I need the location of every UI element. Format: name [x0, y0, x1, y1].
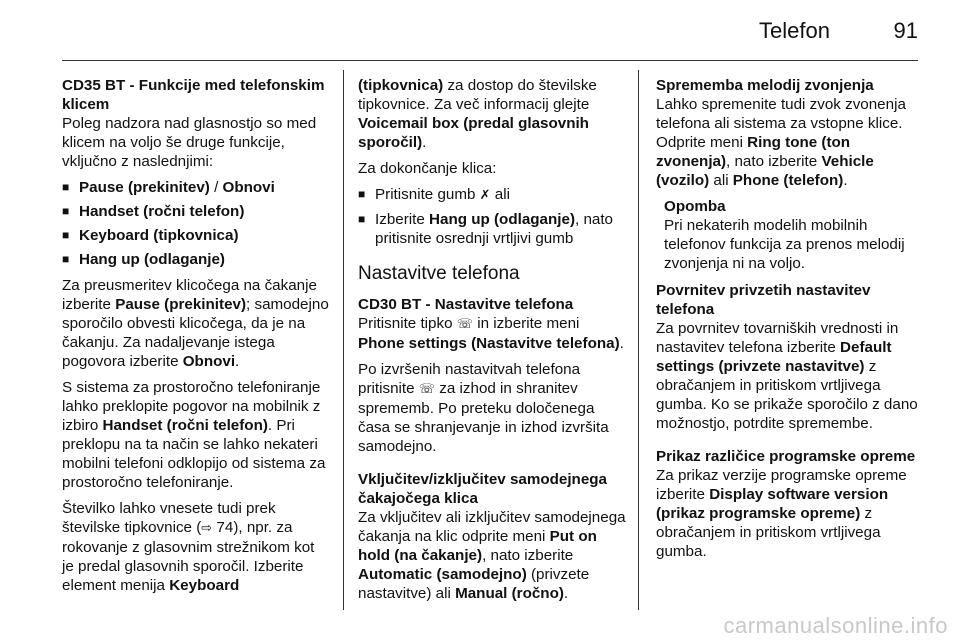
menu-term: Pause (prekinitev)	[115, 296, 247, 313]
menu-term: Phone (telefon)	[732, 172, 844, 189]
note-title: Opomba	[664, 198, 726, 215]
text: ; samodejno sporočilo obvesti klicočega, da je na čakanju. Za nadaljevanje istega pogovora izberite	[62, 296, 329, 370]
list-item	[62, 202, 330, 221]
list-item-text: Hang up (odlaganje)	[79, 251, 225, 268]
text: Izberite	[375, 211, 430, 228]
menu-term: Ring tone (ton zvonenja)	[656, 134, 851, 170]
paragraph	[358, 360, 626, 456]
paragraph	[358, 76, 626, 152]
text: S sistema za prostoročno telefoniranje lahko preklopite pogovor na mobilnik z izbiro	[62, 379, 321, 434]
subsection-heading: Sprememba melodij zvonjenja	[656, 77, 874, 94]
text: Za vključitev ali izključitev samodejnega čakanja na klic odprite meni	[358, 509, 626, 545]
menu-term: Keyboard	[169, 577, 240, 594]
text: (privzete nastavitve) ali	[358, 566, 590, 602]
text: Za preusmeritev klicočega na čakanje izberite	[62, 277, 317, 313]
paragraph	[656, 319, 924, 433]
text: Po izvršenih nastavitvah telefona pritisnite	[358, 361, 581, 397]
list-item-text: Pause (prekinitev)	[79, 179, 210, 196]
list-item	[62, 226, 330, 245]
paragraph	[62, 276, 330, 371]
note-box	[656, 197, 924, 273]
hang-up-icon: ✗	[479, 188, 491, 203]
menu-term: (tipkovnica)	[358, 77, 444, 94]
end-call-list	[358, 185, 626, 248]
menu-term: Voicemail box (predal glasovnih sporočil)	[358, 115, 589, 151]
text: in izberite meni	[473, 315, 580, 332]
menu-term: Obnovi	[182, 353, 236, 370]
menu-term: Hang up (odlaganje)	[429, 211, 575, 228]
menu-term: Vehicle (vozilo)	[656, 153, 874, 189]
paragraph	[656, 95, 924, 190]
text: . Pri preklopu na ta način se lahko nekateri mobilni telefoni odklopijo od sistema za prostoročno telefoniranje.	[62, 417, 326, 491]
list-item-separator: /	[209, 179, 223, 196]
list-item	[62, 178, 330, 197]
list-item	[358, 185, 626, 205]
paragraph: Za dokončanje klica:	[358, 160, 497, 177]
text: .	[563, 585, 569, 602]
text: za dostop do številske tipkovnice. Za več informacij glejte	[358, 77, 597, 113]
list-item	[62, 250, 330, 269]
text: , nato pritisnite osrednji vrtljivi gumb	[375, 211, 613, 247]
menu-term: Put on hold (na čakanje)	[358, 528, 597, 564]
paragraph: Poleg nadzora nad glasnostjo so med klicem na voljo še druge funkcije, vključno z naslednjimi:	[62, 115, 317, 170]
note-text: Pri nekaterih modelih mobilnih telefonov funkcija za prenos melodij zvonjenja ni na voljo.	[664, 217, 905, 272]
column-1	[62, 76, 330, 602]
column-divider-2	[638, 70, 639, 610]
column-divider-1	[343, 70, 344, 610]
text: Pritisnite gumb	[375, 186, 480, 203]
text: ), npr. za rokovanje z glasovnim strežnikom kot je predal glasovnih sporočil. Izberite element menija	[62, 519, 315, 594]
page-title: Telefon	[759, 18, 830, 43]
page-number: 91	[893, 18, 918, 43]
menu-term: Handset (ročni telefon)	[102, 417, 268, 434]
section-heading: CD35 BT - Funkcije med telefonskim klicem	[62, 77, 325, 113]
text: .	[422, 134, 427, 151]
text: z obračanjem in pritiskom vrtljivega gumba. Ko se prikaže sporočilo z dano možnostjo, potrdite spremembe.	[656, 358, 918, 432]
list-item-text: Keyboard (tipkovnica)	[79, 227, 239, 244]
text: Pritisnite tipko	[358, 315, 457, 332]
menu-term: Display software version (prikaz programske opreme)	[656, 486, 889, 522]
page-reference[interactable]: 74	[216, 519, 234, 536]
paragraph	[656, 466, 924, 561]
subsection-heading: Povrnitev privzetih nastavitev telefona	[656, 282, 871, 318]
paragraph	[358, 314, 626, 353]
column-2	[358, 76, 626, 610]
text: ali	[709, 172, 733, 189]
text: .	[619, 335, 624, 352]
text: za izhod in shranitev sprememb. Po preteku določenega časa se shranjevanje in izhod izvršita samodejno.	[358, 380, 609, 455]
watermark: carmanualsonline.info	[723, 613, 948, 638]
text: z obračanjem in pritiskom vrtljivega gumba.	[656, 505, 881, 560]
function-list	[62, 178, 330, 269]
subsection-heading: CD30 BT - Nastavitve telefona	[358, 296, 574, 313]
text: Za povrnitev tovarniških vrednosti in nastavitev telefona izberite	[656, 320, 899, 356]
menu-term: Default settings (privzete nastavitve)	[656, 339, 892, 375]
text: , nato izberite	[726, 153, 822, 170]
text: Za prikaz verzije programske opreme izberite	[656, 467, 907, 503]
text: .	[843, 172, 848, 189]
phone-key-icon: ☏	[418, 382, 436, 397]
page-reference-icon: ⇨	[201, 521, 213, 536]
text: , nato izberite	[482, 547, 574, 564]
menu-term: Automatic (samodejno)	[358, 566, 527, 583]
subsection-heading: Prikaz različice programske opreme	[656, 448, 916, 465]
menu-term: Phone settings (Nastavitve telefona)	[358, 335, 620, 352]
text: Številko lahko vnesete tudi prek številske tipkovnice (	[62, 500, 276, 536]
list-item-text: Obnovi	[222, 179, 275, 196]
subsection-heading: Vključitev/izključitev samodejnega čakajočega klica	[358, 471, 608, 507]
header-divider	[62, 60, 918, 61]
text: .	[235, 353, 240, 370]
text: ali	[490, 186, 510, 203]
list-item-text: Handset (ročni telefon)	[79, 203, 245, 220]
paragraph	[358, 508, 626, 603]
text: Lahko spremenite tudi zvok zvonenja telefona ali sistema za vstopne klice. Odprite meni	[656, 96, 906, 151]
phone-key-icon: ☏	[456, 317, 474, 332]
paragraph	[62, 378, 330, 492]
list-item	[358, 210, 626, 248]
menu-term: Manual (ročno)	[455, 585, 564, 602]
paragraph	[62, 499, 330, 595]
column-3	[656, 76, 924, 568]
section-title: Nastavitve telefona	[358, 263, 520, 284]
